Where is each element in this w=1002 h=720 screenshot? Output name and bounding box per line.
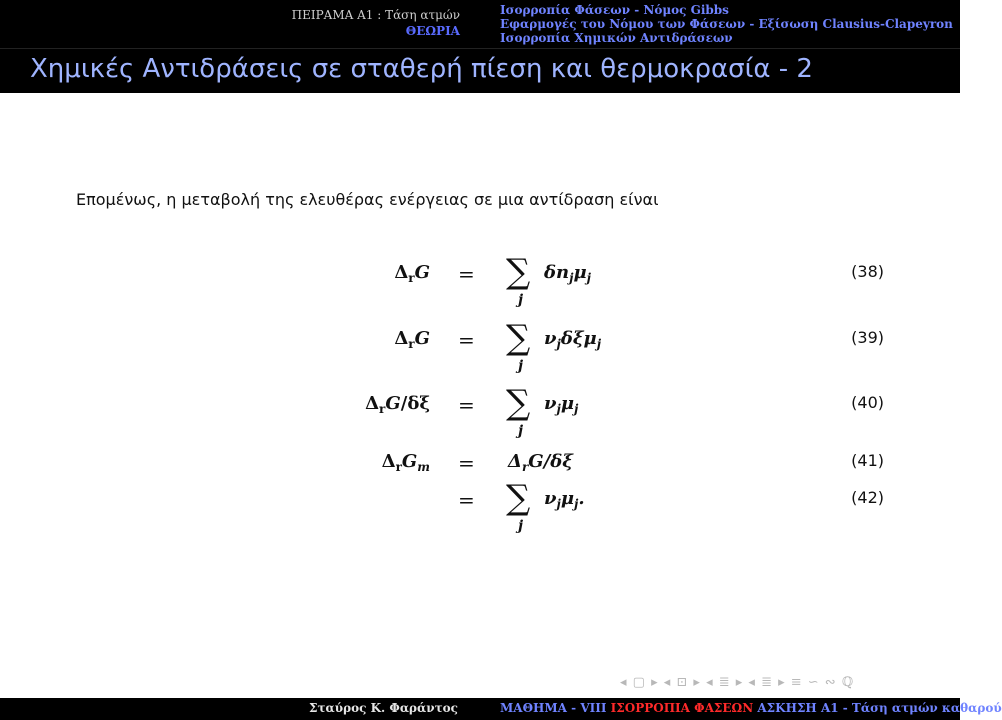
equation-rhs: $\Delta_rG/\delta\xi$ — [508, 451, 573, 474]
equals-sign: = — [458, 262, 475, 286]
nav-clausius-clapeyron[interactable]: Εφαρμογές του Νόμου των Φάσεων - Εξίσωση Clausius-Clapeyron — [500, 17, 953, 31]
intro-text: Επομένως, η μεταβολή της ελευθέρας ενέργειας σε μια αντίδραση είναι — [76, 190, 659, 209]
equals-sign: = — [458, 393, 475, 417]
sigma-symbol: ∑ — [506, 318, 531, 358]
equation-39 — [0, 318, 960, 388]
footer-right — [500, 701, 1002, 715]
header-right — [500, 0, 960, 48]
equation-lhs: $\Delta_rG/\delta\xi$ — [365, 393, 430, 416]
summation — [506, 254, 540, 314]
summation — [506, 320, 540, 380]
section-theory[interactable]: ΘΕΩΡΙΑ — [405, 24, 460, 38]
frame-title-bar — [0, 48, 960, 93]
equation-number: (42) — [851, 488, 884, 507]
header-bar — [0, 0, 960, 48]
equation-42 — [0, 478, 960, 548]
sum-index: j — [518, 358, 524, 374]
equals-sign: = — [458, 328, 475, 352]
equals-sign: = — [458, 451, 475, 475]
equation-rhs: $\nu_j\mu_j$ — [544, 393, 579, 416]
equation-38 — [0, 252, 960, 322]
equation-rhs: $\nu_j\delta\xi\mu_j$ — [544, 328, 602, 351]
equals-sign: = — [458, 488, 475, 512]
equation-number: (40) — [851, 393, 884, 412]
frame-title: Χημικές Αντιδράσεις σε σταθερή πίεση και θερμοκρασία - 2 — [30, 54, 813, 84]
author-name: Σταύρος Κ. Φαράντος — [309, 701, 458, 715]
exercise-label: ΑΣΚΗΣΗ Α1 - Τάση ατμών καθαρού — [757, 701, 1002, 715]
equation-number: (41) — [851, 451, 884, 470]
header-left — [0, 0, 480, 48]
footer-left — [0, 698, 480, 720]
summation — [506, 385, 540, 445]
equation-number: (39) — [851, 328, 884, 347]
topic-label: ΙΣΟΡΡΟΠΙΑ ΦΑΣΕΩΝ — [610, 701, 754, 715]
equation-rhs: $\delta n_j\mu_j$ — [544, 262, 591, 285]
equation-lhs: $\Delta_rG_m$ — [381, 451, 430, 474]
equation-rhs: $\nu_j\mu_j$. — [544, 488, 585, 511]
sum-index: j — [518, 292, 524, 308]
sum-index: j — [518, 423, 524, 439]
equation-lhs: $\Delta_rG$ — [394, 328, 430, 351]
sum-index: j — [518, 518, 524, 534]
beamer-navigation-controls[interactable]: ◂ ▢ ▸ ◂ ⊡ ▸ ◂ ≣ ▸ ◂ ≣ ▸ ≡ ∽ ∾ ℚ — [620, 675, 855, 690]
summation — [506, 480, 540, 540]
sigma-symbol: ∑ — [506, 383, 531, 423]
sigma-symbol: ∑ — [506, 252, 531, 292]
nav-phase-equilibrium[interactable]: Ισορροπία Φάσεων - Νόμος Gibbs — [500, 3, 729, 17]
nav-chemical-equilibrium[interactable]: Ισορροπία Χημικών Αντιδράσεων — [500, 31, 733, 45]
equation-number: (38) — [851, 262, 884, 281]
course-label: ΜΑΘΗΜΑ - VIII — [500, 701, 607, 715]
footer-bar — [0, 698, 1002, 720]
presentation-title[interactable]: ΠΕΙΡΑΜΑ Α1 : Τάση ατμών — [291, 8, 460, 22]
equation-lhs: $\Delta_rG$ — [394, 262, 430, 285]
equation-40 — [0, 383, 960, 453]
sigma-symbol: ∑ — [506, 478, 531, 518]
